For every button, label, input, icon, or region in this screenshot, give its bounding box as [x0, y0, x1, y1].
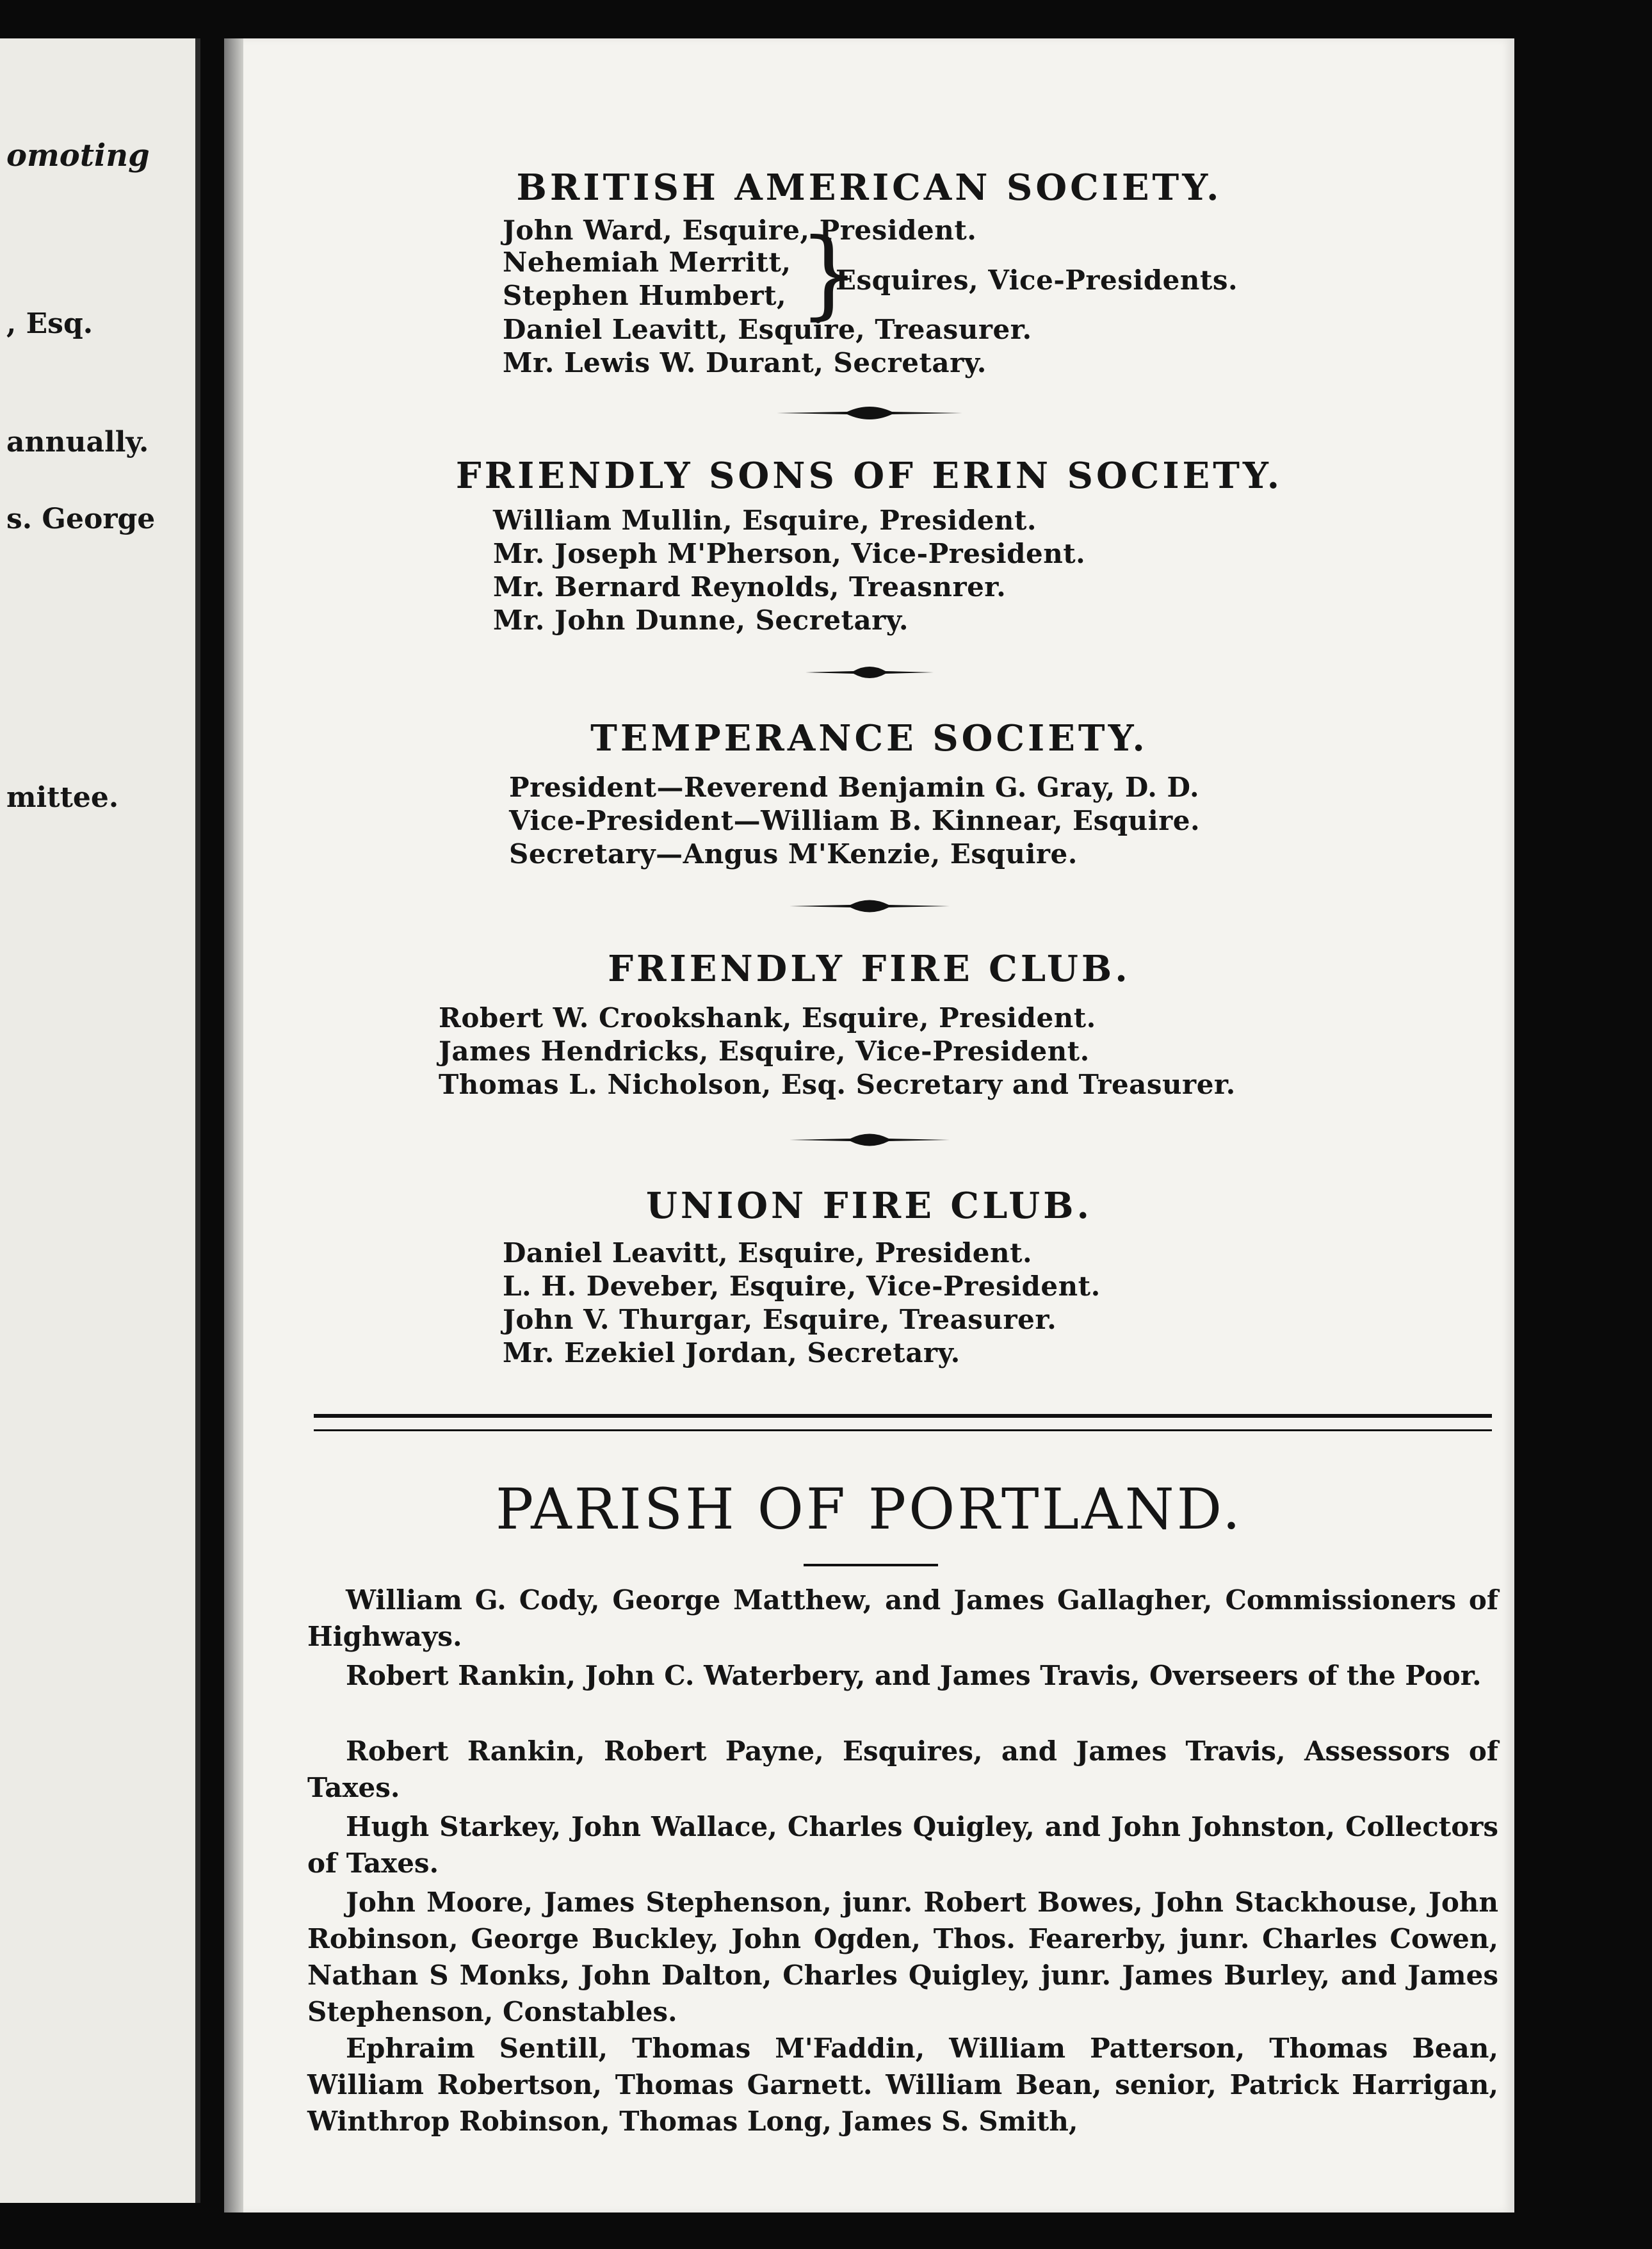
parish-paragraph: Ephraim Sentill, Thomas M'Faddin, William Patterson, Thomas Bean, William Robertson, Thomas Garnett. William Bean, senior, Patrick Harrigan, Winthrop Robinson, Thomas Long, James S. Smith,	[307, 2033, 1498, 2137]
book-page	[224, 38, 1514, 2212]
society-title-union-fire-club: UNION FIRE CLUB.	[646, 1185, 1092, 1227]
left-fragment-5: mittee.	[6, 781, 119, 814]
short-rule-divider	[804, 1564, 938, 1566]
society-line: Secretary—Angus M'Kenzie, Esquire.	[509, 838, 1078, 870]
ornament-divider-icon	[224, 893, 1514, 919]
society-line: James Hendricks, Esquire, Vice-President.	[439, 1035, 1090, 1067]
society-line: President—Reverend Benjamin G. Gray, D. D.	[509, 772, 1200, 803]
society-line: Daniel Leavitt, Esquire, President.	[503, 1237, 1033, 1269]
society-line: Mr. Bernard Reynolds, Treasnrer.	[493, 571, 1007, 603]
double-rule-divider	[314, 1414, 1492, 1431]
left-fragment-1: omoting	[6, 138, 150, 174]
society-line: Esquires, Vice-Presidents.	[836, 264, 1238, 296]
society-line: John V. Thurgar, Esquire, Treasurer.	[503, 1304, 1057, 1335]
society-line: Stephen Humbert,	[503, 280, 787, 311]
society-title-friendly-fire-club: FRIENDLY FIRE CLUB.	[608, 948, 1131, 990]
society-line: Daniel Leavitt, Esquire, Treasurer.	[503, 314, 1032, 345]
society-line: Robert W. Crookshank, Esquire, President.	[439, 1002, 1096, 1034]
society-line: Mr. Joseph M'Pherson, Vice-President.	[493, 538, 1086, 569]
society-line: John Ward, Esquire, President.	[503, 215, 977, 246]
society-title-friendly-sons-of-erin: FRIENDLY SONS OF ERIN SOCIETY.	[455, 455, 1283, 497]
ornament-divider-icon	[224, 660, 1514, 685]
parish-paragraph: Robert Rankin, Robert Payne, Esquires, and James Travis, Assessors of Taxes.	[307, 1735, 1498, 1803]
ornament-divider-icon	[224, 400, 1514, 426]
parish-title: PARISH OF PORTLAND.	[495, 1476, 1243, 1542]
parish-paragraph: John Moore, James Stephenson, junr. Robert Bowes, John Stackhouse, John Robinson, George Buckley, John Ogden, Thos. Fearerby, junr. Charles Cowen, Nathan S Monks, John Dalton, Charles Quigley, junr. James Burley, and James Stephenson, Constables.	[307, 1887, 1498, 2027]
society-line: Mr. John Dunne, Secretary.	[493, 605, 909, 636]
society-title-temperance: TEMPERANCE SOCIETY.	[590, 717, 1148, 759]
society-line: Thomas L. Nicholson, Esq. Secretary and Treasurer.	[439, 1069, 1236, 1100]
society-line: William Mullin, Esquire, President.	[493, 505, 1037, 536]
left-fragment-4: s. George	[6, 503, 156, 535]
ornament-divider-icon	[224, 1127, 1514, 1153]
curly-brace-icon: }	[798, 218, 860, 330]
left-fragment-3: annually.	[6, 426, 149, 459]
parish-paragraph: Hugh Starkey, John Wallace, Charles Quigley, and John Johnston, Collectors of Taxes.	[307, 1811, 1498, 1879]
society-line: Mr. Lewis W. Durant, Secretary.	[503, 347, 987, 378]
parish-paragraph: William G. Cody, George Matthew, and James Gallagher, Commissioners of Highways.	[307, 1584, 1498, 1652]
page-spine	[224, 38, 243, 2212]
society-line: Vice-President—William B. Kinnear, Esquire.	[509, 805, 1201, 836]
left-fragment-2: , Esq.	[6, 307, 93, 340]
left-page-fragment	[0, 38, 200, 2203]
parish-paragraph: Robert Rankin, John C. Waterbery, and James Travis, Overseers of the Poor.	[346, 1660, 1482, 1691]
society-title-british-american: BRITISH AMERICAN SOCIETY.	[516, 166, 1222, 209]
society-line: L. H. Deveber, Esquire, Vice-President.	[503, 1271, 1101, 1302]
society-line: Mr. Ezekiel Jordan, Secretary.	[503, 1337, 960, 1368]
society-line: Nehemiah Merritt,	[503, 247, 791, 278]
